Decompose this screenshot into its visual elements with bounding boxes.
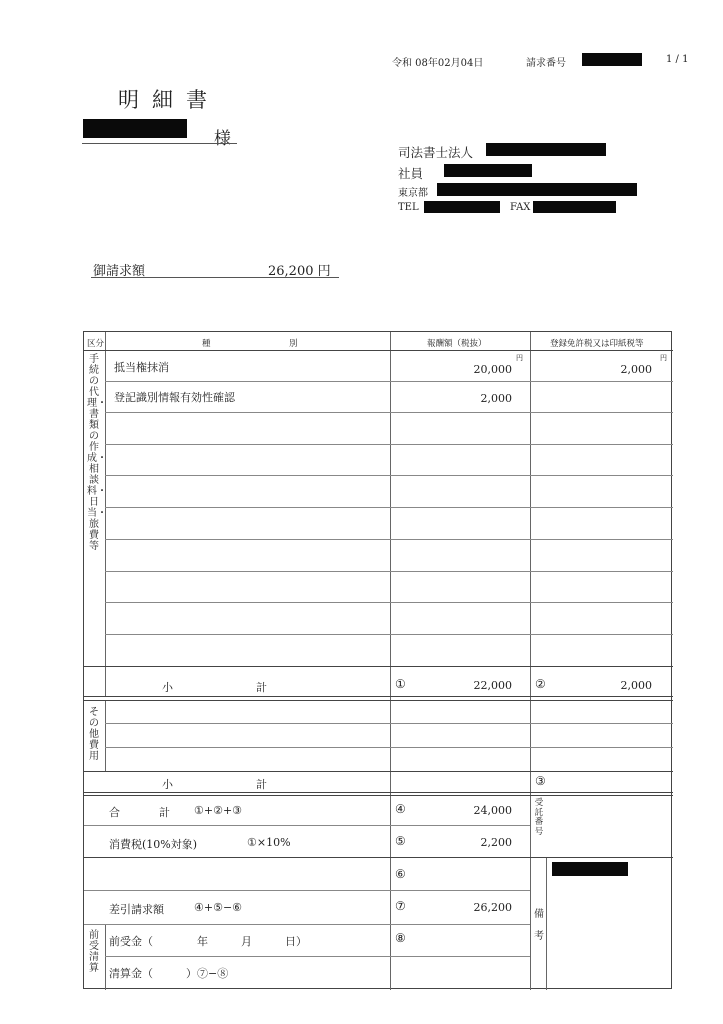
divider — [84, 857, 673, 858]
divider — [84, 666, 673, 667]
divider — [105, 723, 673, 724]
divider — [84, 792, 673, 793]
address-prefix: 東京都 — [398, 188, 428, 199]
settlement-label: 清算金（ ）⑦−⑧ — [109, 967, 229, 980]
document-title: 明細書 — [118, 88, 220, 112]
item-name: 登記識別情報有効性確認 — [114, 391, 235, 404]
mark-1: ① — [395, 677, 406, 691]
divider — [105, 634, 673, 635]
section-label-advance-settlement: 前受清算 — [89, 930, 99, 974]
divider — [105, 412, 673, 413]
divider — [530, 332, 531, 990]
divider — [84, 890, 530, 891]
header-type-left: 種 — [202, 339, 211, 349]
subtotal1-tax: 2,000 — [620, 679, 652, 692]
redacted-remarks — [552, 862, 628, 876]
receipt-number-label: 受託番号 — [534, 798, 544, 837]
office-name-prefix: 司法書士法人 — [398, 145, 474, 160]
yen-mark: 円 — [660, 354, 667, 362]
divider — [84, 825, 530, 826]
subtotal1-fee: 22,000 — [473, 679, 512, 692]
member-label: 社員 — [398, 166, 424, 181]
item-tax: 2,000 — [620, 363, 652, 376]
item-fee: 2,000 — [480, 392, 512, 405]
divider — [105, 507, 673, 508]
net-request-value: 26,200 — [473, 901, 512, 914]
redacted-fax — [533, 201, 616, 213]
divider — [546, 857, 547, 990]
divider — [84, 696, 673, 697]
redacted-tel — [424, 201, 500, 213]
sum-label-right: 計 — [159, 806, 170, 819]
redacted-member-name — [444, 164, 532, 177]
net-request-label: 差引請求額 — [109, 903, 164, 916]
header-tax: 登録免許税又は印紙税等 — [550, 339, 644, 349]
tel-label: TEL — [398, 202, 419, 213]
statement-table — [83, 331, 672, 989]
fax-label: FAX — [510, 202, 531, 213]
item-fee: 20,000 — [473, 363, 512, 376]
divider — [105, 747, 673, 748]
sum-formula: ①+②+③ — [194, 804, 243, 817]
mark-6: ⑥ — [395, 867, 406, 881]
divider — [105, 475, 673, 476]
divider — [84, 771, 673, 772]
total-request-value: 26,200 円 — [268, 264, 331, 279]
yen-mark: 円 — [516, 354, 523, 362]
sum-label-left: 合 — [109, 806, 120, 819]
recipient-honorific: 様 — [214, 129, 231, 149]
redacted-address — [437, 183, 637, 196]
issue-date: 令和 08年02月04日 — [392, 58, 484, 69]
section-label-other-costs: その他費用 — [89, 707, 99, 762]
mark-2: ② — [535, 677, 546, 691]
net-request-formula: ④+⑤−⑥ — [194, 901, 243, 914]
sum-value: 24,000 — [473, 804, 512, 817]
header-type-right: 別 — [289, 339, 298, 349]
header-fee: 報酬額（税抜） — [427, 339, 487, 349]
invoice-number-label: 請求番号 — [526, 58, 566, 69]
mark-8: ⑧ — [395, 931, 406, 945]
mark-3: ③ — [535, 774, 546, 788]
consumption-tax-value: 2,200 — [480, 836, 512, 849]
divider — [105, 924, 106, 990]
subtotal2-label-right: 計 — [256, 778, 267, 791]
header-category: 区分 — [87, 339, 105, 349]
divider — [105, 571, 673, 572]
mark-7: ⑦ — [395, 899, 406, 913]
divider — [84, 350, 673, 351]
total-request-label: 御請求額 — [93, 264, 146, 279]
mark-4: ④ — [395, 802, 406, 816]
item-name: 抵当権抹消 — [114, 361, 169, 374]
consumption-tax-formula: ①×10% — [247, 836, 291, 849]
divider — [84, 795, 673, 796]
consumption-tax-label: 消費税(10%対象) — [109, 838, 198, 851]
divider — [84, 924, 530, 925]
subtotal1-label-left: 小 — [162, 681, 173, 694]
redacted-invoice-number — [582, 53, 642, 66]
divider — [105, 444, 673, 445]
redacted-office-name — [486, 143, 606, 156]
mark-5: ⑤ — [395, 834, 406, 848]
redacted-recipient-name — [83, 119, 187, 138]
subtotal1-label-right: 計 — [256, 681, 267, 694]
advance-payment-label: 前受金（ 年 月 日） — [109, 935, 307, 948]
remarks-label: 備考 — [534, 909, 544, 942]
section-label-procedures: 手続の代理・書類の作成・相談料・日当・旅費等 — [87, 354, 107, 552]
divider — [105, 700, 106, 771]
total-request-underline — [91, 277, 339, 278]
divider — [84, 700, 673, 701]
page-indicator: 1 / 1 — [666, 54, 689, 65]
subtotal2-label-left: 小 — [162, 778, 173, 791]
divider — [105, 956, 530, 957]
divider — [105, 381, 673, 382]
divider — [390, 332, 391, 990]
recipient-underline — [82, 143, 237, 144]
divider — [105, 602, 673, 603]
divider — [105, 539, 673, 540]
